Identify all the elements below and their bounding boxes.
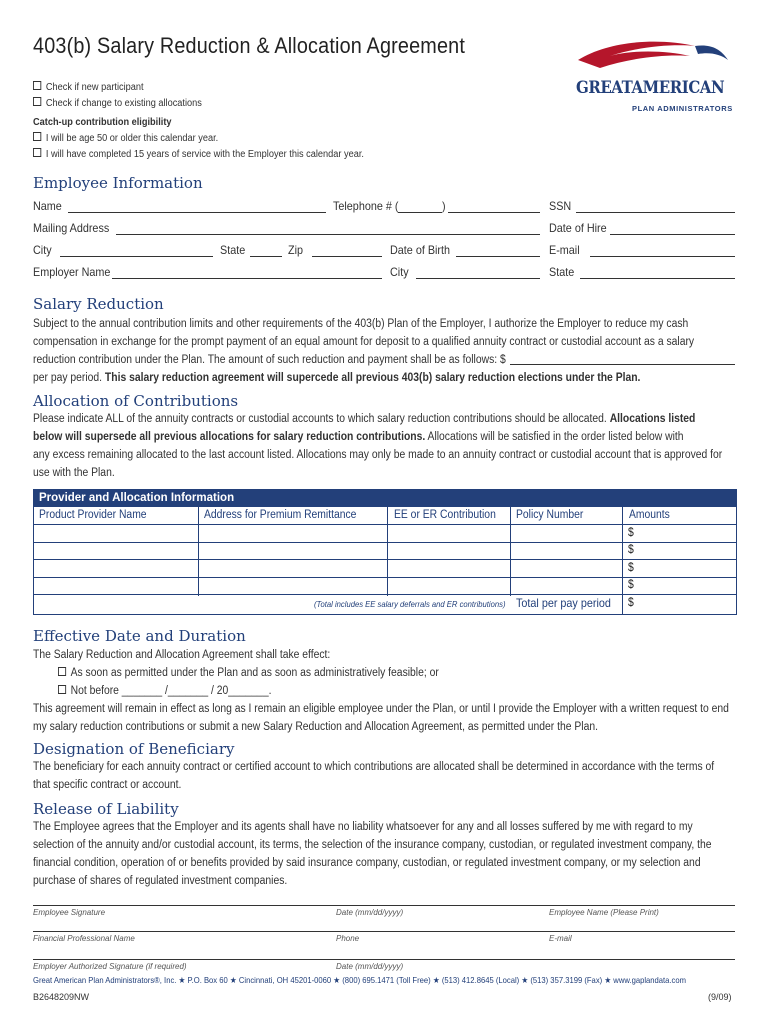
mailing-label: Mailing Address [33,221,110,235]
checkbox-box[interactable] [33,148,41,157]
amount-dollar: $ [628,544,634,556]
th-amounts: Amounts [629,509,670,521]
allocation-text: Allocations will be satisfied in the order listed below with [425,431,684,443]
logo-sub: PLAN ADMINISTRATORS [632,104,733,113]
table-row[interactable] [34,577,736,578]
section-beneficiary-heading: Designation of Beneficiary [33,740,235,758]
company-logo [570,38,740,120]
option-label: Not before _______ /_______ / 20_______. [70,685,272,697]
amount-dollar: $ [628,562,634,574]
date2-label: Date (mm/dd/yyyy) [336,962,404,971]
table-title: Provider and Allocation Information [34,490,736,507]
zip-label: Zip [288,243,304,257]
signature-line-1[interactable] [33,905,735,906]
allocation-paragraph [33,410,735,482]
salary-line: compensation in exchange for the prompt payment of an equal amount for deposit to a qualified annuity contract or custodial account as a salary [33,336,695,348]
salary-line: reduction contribution under the Plan. The amount of such reduction and payment shall be as follows: $ [33,354,506,366]
table-divider [387,507,388,596]
effective-intro: The Salary Reduction and Allocation Agreement shall take effect: [33,649,331,661]
employer-state-field[interactable] [580,278,735,279]
employer-city-label: City [390,265,409,279]
salary-amount-field[interactable] [510,364,735,365]
city-label: City [33,243,52,257]
checkbox-box[interactable] [58,685,66,694]
salary-text: per pay period. [33,372,105,384]
allocation-bold-text: below will supersede all previous allocations for salary reduction contributions. [33,431,426,443]
effective-line: my salary reduction contributions or submit a new Salary Reduction and Allocation Agreement, as permitted under the Plan. [33,721,598,733]
logo-brand: GREATAMERICAN [576,78,725,98]
salary-line: Subject to the annual contribution limits and other requirements of the 403(b) Plan of the Employer, I authorize the Employer to reduce my cash [33,318,689,330]
dob-label: Date of Birth [390,243,451,257]
ssn-field[interactable] [576,212,735,213]
hire-field[interactable] [610,234,735,235]
table-row[interactable] [34,559,736,560]
amount-dollar: $ [628,527,634,539]
effective-option-1[interactable] [58,664,688,682]
effective-line: This agreement will remain in effect as long as I remain an eligible employee under the Plan, or until I provide the Employer with a written request to end [33,703,729,715]
state-label: State [220,243,246,257]
total-dollar: $ [628,597,634,609]
th-policy: Policy Number [516,509,584,521]
table-divider [198,507,199,596]
liability-line: The Employee agrees that the Employer and its agents shall have no liability whatsoever for any and all losses suffered by me with regard to my [33,821,693,833]
mailing-field[interactable] [116,234,540,235]
beneficiary-paragraph [33,758,735,794]
allocation-line: any excess remaining allocated to the last account listed. Allocations may only be made to an annuity contract or custodial account that is approved for [33,449,723,461]
effective-paragraph [33,700,735,736]
section-liability-heading: Release of Liability [33,800,179,818]
table-row[interactable] [34,594,736,595]
telephone-area-field[interactable] [398,212,442,213]
salary-paragraph [33,315,735,387]
checkbox-change-allocations[interactable] [33,97,202,109]
beneficiary-line: The beneficiary for each annuity contract or certified account to which contributions are allocated shall be determined in accordance with the terms of [33,761,715,773]
allocation-line: use with the Plan. [33,467,115,479]
allocation-line [33,410,735,428]
page-title: 403(b) Salary Reduction & Allocation Agreement [33,33,466,58]
telephone-field[interactable] [448,212,540,213]
date1-label: Date (mm/dd/yyyy) [336,908,404,917]
catchup-heading: Catch-up contribution eligibility [33,117,172,128]
section-allocation-heading: Allocation of Contributions [33,392,239,410]
th-provider: Product Provider Name [39,509,147,521]
signature-line-3[interactable] [33,959,735,960]
employer-label: Employer Name [33,265,111,279]
employer-signature-label: Employer Authorized Signature (if required) [33,962,187,971]
checkbox-label: I will have completed 15 years of service with the Employer this calendar year. [45,149,364,160]
salary-bold-text: This salary reduction agreement will supercede all previous 403(b) salary reduction elections under the Plan. [104,372,641,384]
salary-line [33,369,735,387]
employee-name-label: Employee Name (Please Print) [549,908,659,917]
allocation-table [33,489,737,615]
telephone-paren: ) [442,199,446,213]
section-effective-heading: Effective Date and Duration [33,627,246,645]
telephone-text: Telephone # [333,199,392,213]
name-label: Name [33,199,62,213]
employer-state-label: State [549,265,575,279]
footer-contact: Great American Plan Administrators®, Inc. ★ P.O. Box 60 ★ Cincinnati, OH 45201-0060 ★ (800) 695.1471 (Toll Free) ★ (513) 412.8645 (Local) ★ (513) 357.3199 (Fax) ★ www.gaplandata.com [33,975,687,985]
allocation-line [33,428,735,446]
beneficiary-line: that specific contract or account. [33,779,182,791]
checkbox-age50[interactable] [33,132,218,144]
total-note: (Total includes EE salary deferrals and ER contributions) [314,599,506,609]
allocation-text: Please indicate ALL of the annuity contracts or custodial accounts to which salary reduction contributions should be allocated. [33,413,610,425]
email-label: E-mail [549,243,580,257]
liability-line: purchase of shares of regulated investment companies. [33,875,288,887]
checkbox-service15[interactable] [33,148,364,160]
th-address: Address for Premium Remittance [204,509,357,521]
th-contribution: EE or ER Contribution [394,509,496,521]
checkbox-label: Check if change to existing allocations [45,98,202,109]
employer-city-field[interactable] [416,278,540,279]
signature-line-2[interactable] [33,931,735,932]
form-code: B2648209NW [33,992,90,1002]
employer-field[interactable] [112,278,382,279]
city-field[interactable] [60,256,213,257]
effective-option-2[interactable] [58,682,688,700]
table-divider [510,507,511,596]
table-row[interactable] [34,542,736,543]
hire-label: Date of Hire [549,221,607,235]
amount-dollar: $ [628,579,634,591]
zip-field[interactable] [312,256,382,257]
option-label: As soon as permitted under the Plan and as soon as administratively feasible; or [70,667,439,679]
state-field[interactable] [250,256,282,257]
checkbox-box[interactable] [58,667,66,676]
phone-label: Phone [336,934,360,943]
sig-email-label: E-mail [549,934,572,943]
checkbox-new-participant[interactable] [33,81,144,93]
section-salary-heading: Salary Reduction [33,295,164,313]
allocation-bold-text: Allocations listed [609,413,696,425]
table-row[interactable] [34,524,736,525]
fp-name-label: Financial Professional Name [33,934,135,943]
ssn-label: SSN [549,199,572,213]
checkbox-box[interactable] [33,132,41,141]
liability-line: financial condition, operation of or benefits provided by said insurance company, custodian, or regulated investment company, or my selection and [33,857,701,869]
checkbox-label: Check if new participant [45,82,144,93]
employee-signature-label: Employee Signature [33,908,106,917]
total-label: Total per pay period [516,596,611,610]
email-field[interactable] [590,256,735,257]
liability-paragraph [33,818,735,890]
checkbox-box[interactable] [33,81,41,90]
liability-line: selection of the annuity and/or custodial account, its terms, the selection of the insurance company, custodian, or regulated investment company, the [33,839,712,851]
form-revision: (9/09) [708,992,732,1002]
name-field[interactable] [68,212,326,213]
section-employee-heading: Employee Information [33,174,203,192]
telephone-label: Telephone # ( [333,199,399,213]
checkbox-box[interactable] [33,97,41,106]
dob-field[interactable] [456,256,540,257]
checkbox-label: I will be age 50 or older this calendar year. [45,133,219,144]
